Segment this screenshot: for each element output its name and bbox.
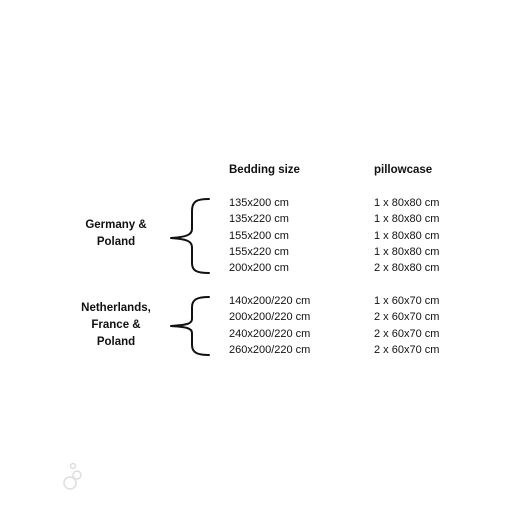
- table-row: [229, 195, 459, 211]
- bedding-size-value: 260x200/220 cm: [229, 343, 311, 356]
- header-bedding-size: Bedding size: [229, 164, 300, 176]
- bedding-size-value: 140x200/220 cm: [229, 295, 311, 307]
- region-line: Netherlands,: [81, 302, 151, 314]
- header-pillowcase: pillowcase: [374, 164, 433, 176]
- table-row: [229, 293, 459, 309]
- pillowcase-value: 1 x 80x80 cm: [374, 213, 440, 226]
- region-line: Poland: [96, 336, 136, 348]
- bubbles-icon: [62, 462, 86, 492]
- bedding-size-value: 135x200 cm: [229, 197, 289, 209]
- table-row: [229, 244, 459, 260]
- table-row: [229, 228, 459, 244]
- bedding-size-value: 155x220 cm: [229, 245, 289, 258]
- table-row: [229, 211, 459, 227]
- pillowcase-value: 2 x 60x70 cm: [374, 311, 440, 324]
- size-list-netherlands-france-poland: [229, 293, 459, 358]
- bedding-size-value: 240x200/220 cm: [229, 327, 311, 340]
- table-row: [229, 309, 459, 325]
- pillowcase-value: 2 x 60x70 cm: [374, 343, 440, 356]
- size-list-germany-poland: [229, 195, 459, 276]
- pillowcase-value: 1 x 80x80 cm: [374, 245, 440, 258]
- pillowcase-value: 1 x 80x80 cm: [374, 197, 440, 209]
- region-label-netherlands-france-poland: [66, 300, 166, 351]
- table-row: [229, 260, 459, 276]
- region-label-germany-poland: [68, 217, 164, 251]
- bedding-size-value: 135x220 cm: [229, 213, 289, 226]
- bedding-size-value: 200x200 cm: [229, 262, 289, 275]
- curly-brace-icon: [166, 197, 214, 275]
- region-line: Germany &: [85, 219, 147, 231]
- table-row: [229, 342, 459, 358]
- bedding-size-value: 155x200 cm: [229, 229, 289, 242]
- pillowcase-value: 1 x 60x70 cm: [374, 295, 440, 307]
- pillowcase-value: 1 x 80x80 cm: [374, 229, 440, 242]
- pillowcase-value: 2 x 80x80 cm: [374, 262, 440, 275]
- curly-brace-icon: [166, 295, 214, 357]
- region-line: France &: [91, 319, 141, 331]
- pillowcase-value: 2 x 60x70 cm: [374, 327, 440, 340]
- region-line: Poland: [96, 236, 136, 248]
- bedding-size-value: 200x200/220 cm: [229, 311, 311, 324]
- table-row: [229, 326, 459, 342]
